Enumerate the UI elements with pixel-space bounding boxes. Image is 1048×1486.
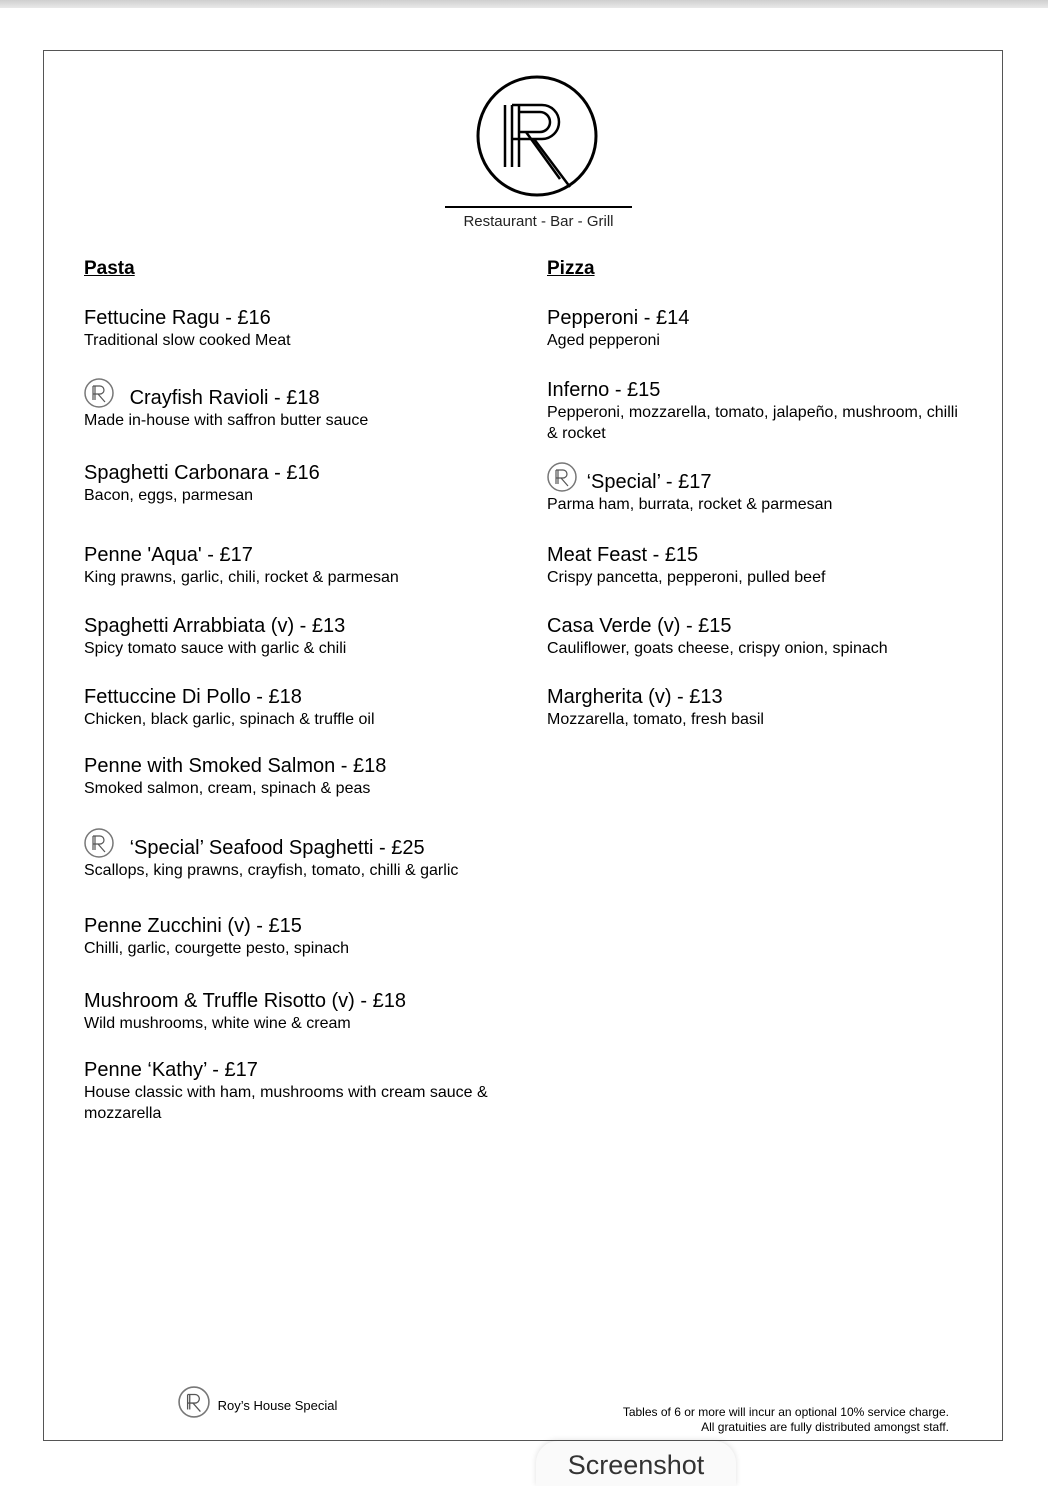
pasta-heading: Pasta — [84, 258, 135, 279]
special-legend — [178, 1386, 337, 1418]
menu-item — [547, 378, 967, 444]
service-charge-note — [623, 1405, 949, 1435]
house-special-icon — [178, 1386, 210, 1418]
menu-item-description: King prawns, garlic, chili, rocket & parmesan — [84, 569, 399, 586]
menu-item-title: Crayfish Ravioli - £18 — [129, 387, 320, 409]
menu-item-title: ‘Special’ Seafood Spaghetti - £25 — [129, 837, 425, 859]
menu-item — [84, 989, 534, 1034]
menu-item — [84, 378, 534, 431]
house-special-icon — [84, 378, 114, 408]
menu-item — [547, 614, 967, 659]
menu-item-title: Fettucine Ragu - £16 — [84, 307, 271, 329]
menu-item-title: Inferno - £15 — [547, 379, 661, 401]
menu-item — [547, 685, 967, 730]
menu-item — [547, 462, 967, 515]
menu-item-description: Mozzarella, tomato, fresh basil — [547, 711, 764, 728]
menu-item — [547, 306, 967, 351]
menu-page — [43, 50, 1003, 1441]
menu-item — [84, 828, 544, 881]
roys-r-monogram-icon — [476, 75, 598, 197]
menu-item-title: Penne ‘Kathy’ - £17 — [84, 1059, 258, 1081]
screenshot-button-label: Screenshot — [567, 1450, 705, 1480]
pizza-heading: Pizza — [547, 258, 595, 279]
menu-item-title: Fettuccine Di Pollo - £18 — [84, 686, 302, 708]
menu-item-description: Scallops, king prawns, crayfish, tomato, chilli & garlic — [84, 862, 459, 879]
menu-item — [84, 614, 534, 659]
menu-item — [84, 461, 534, 506]
house-special-icon — [547, 462, 577, 492]
menu-item-description: Wild mushrooms, white wine & cream — [84, 1015, 351, 1032]
menu-item — [547, 543, 967, 588]
menu-item-title: Penne 'Aqua' - £17 — [84, 544, 253, 566]
menu-item-description: Made in-house with saffron butter sauce — [84, 412, 369, 429]
menu-item-description: Smoked salmon, cream, spinach & peas — [84, 780, 371, 797]
screenshot-button[interactable] — [536, 1441, 736, 1486]
menu-item-title: ‘Special’ - £17 — [586, 471, 712, 493]
menu-item-title: Penne with Smoked Salmon - £18 — [84, 755, 387, 777]
menu-item-description: Cauliflower, goats cheese, crispy onion, spinach — [547, 640, 888, 657]
menu-item-description: Crispy pancetta, pepperoni, pulled beef — [547, 569, 826, 586]
menu-item — [84, 754, 534, 799]
viewer-top-bar — [0, 0, 1048, 8]
special-legend-label: Roy’s House Special — [217, 1398, 338, 1413]
menu-item-description: Chicken, black garlic, spinach & truffle oil — [84, 711, 375, 728]
menu-item-title: Spaghetti Arrabbiata (v) - £13 — [84, 615, 346, 637]
menu-item-description: Chilli, garlic, courgette pesto, spinach — [84, 940, 350, 957]
menu-item-description: Spicy tomato sauce with garlic & chili — [84, 640, 347, 657]
menu-item — [84, 306, 534, 351]
menu-item-title: Meat Feast - £15 — [547, 544, 699, 566]
menu-item — [84, 685, 534, 730]
menu-item-description: Traditional slow cooked Meat — [84, 332, 291, 349]
menu-item-title: Casa Verde (v) - £15 — [547, 615, 732, 637]
house-special-icon — [84, 828, 114, 858]
menu-item-title: Penne Zucchini (v) - £15 — [84, 915, 302, 937]
service-charge-line-2: All gratuities are fully distributed amongst staff. — [701, 1420, 949, 1434]
menu-item-title: Spaghetti Carbonara - £16 — [84, 462, 320, 484]
menu-item-description: Parma ham, burrata, rocket & parmesan — [547, 496, 833, 513]
service-charge-line-1: Tables of 6 or more will incur an optional 10% service charge. — [622, 1405, 949, 1419]
tagline: Restaurant - Bar - Grill — [463, 213, 614, 230]
menu-item-description: Bacon, eggs, parmesan — [84, 487, 253, 504]
menu-item — [84, 543, 534, 588]
menu-item — [84, 1058, 534, 1124]
menu-item-description: House classic with ham, mushrooms with cream sauce & mozzarella — [84, 1084, 488, 1122]
menu-item-description: Pepperoni, mozzarella, tomato, jalapeño, mushroom, chilli & rocket — [547, 404, 958, 442]
menu-item-description: Aged pepperoni — [547, 332, 660, 349]
logo-underline — [445, 206, 632, 208]
menu-item-title: Pepperoni - £14 — [547, 307, 690, 329]
menu-item-title: Margherita (v) - £13 — [547, 686, 723, 708]
menu-item — [84, 914, 534, 959]
menu-item-title: Mushroom & Truffle Risotto (v) - £18 — [84, 990, 406, 1012]
